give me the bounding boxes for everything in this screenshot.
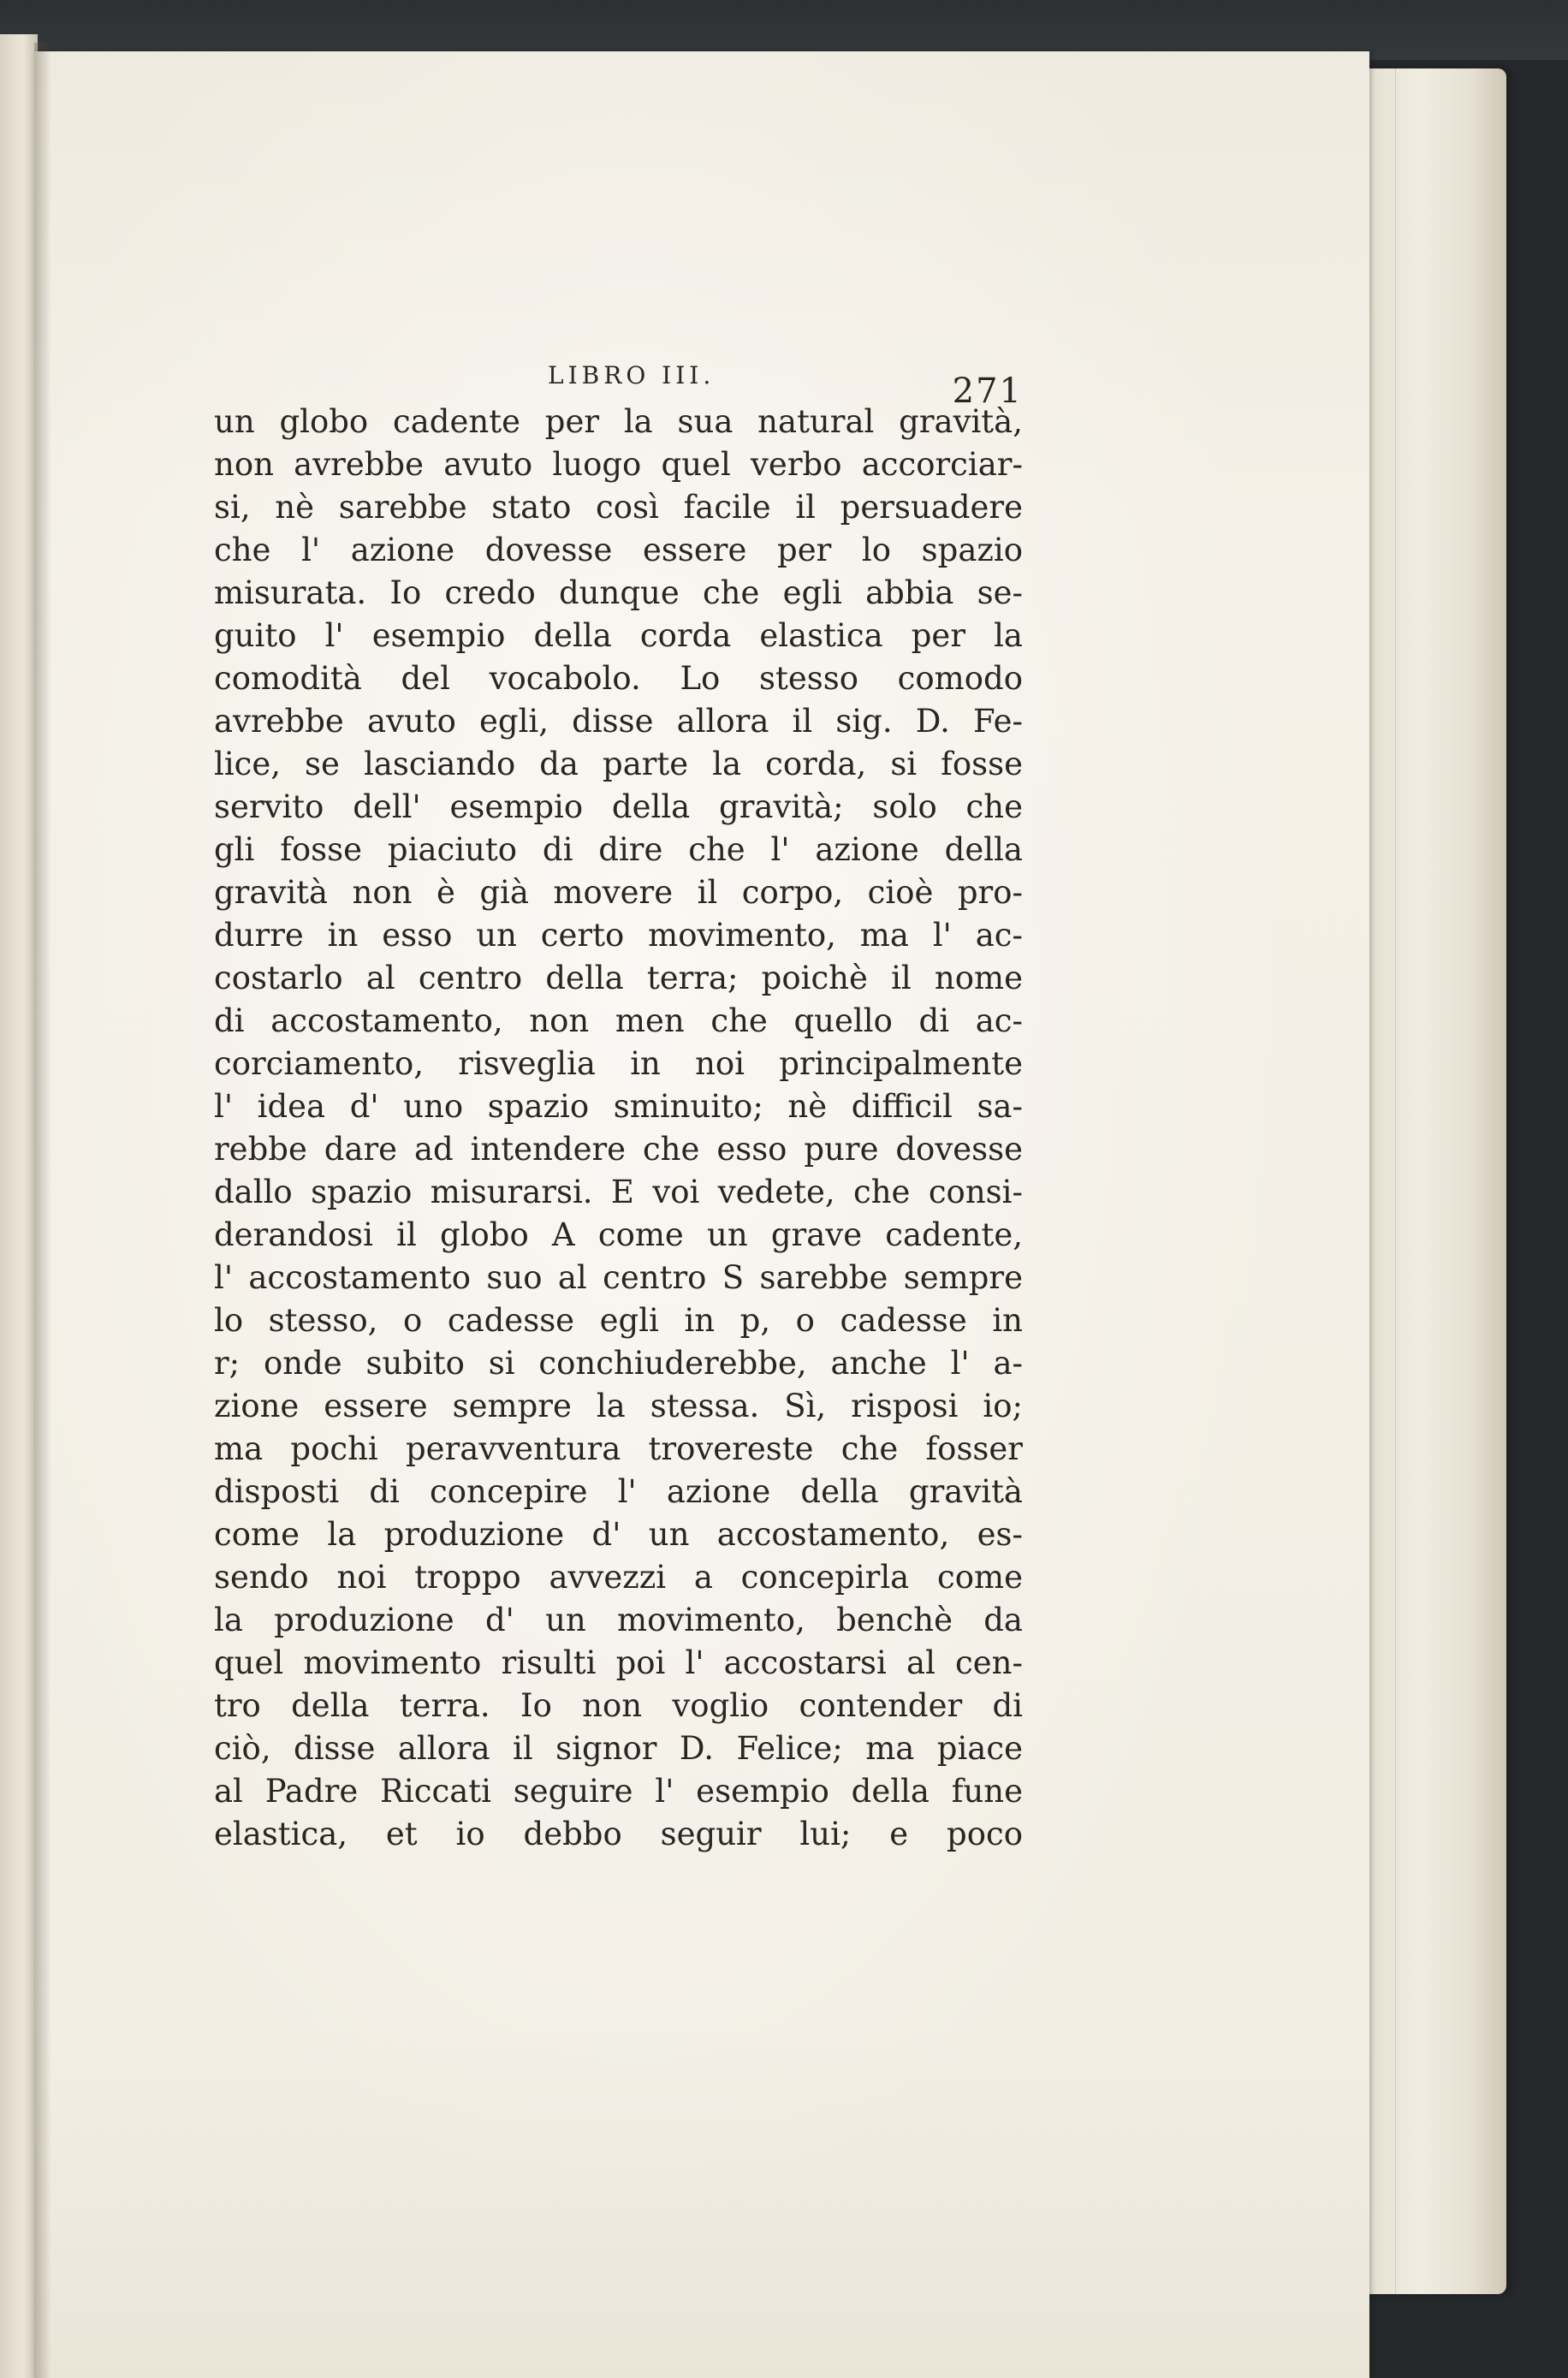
text-line-3: si, nè sarebbe stato così facile il persuadere bbox=[214, 489, 1023, 526]
text-line-28: sendo noi troppo avvezzi a concepirla come bbox=[214, 1559, 1023, 1596]
text-line-19: dallo spazio misurarsi. E voi vedete, che consi- bbox=[214, 1174, 1023, 1210]
text-line-20: derandosi il globo A come un grave cadente, bbox=[214, 1216, 1023, 1253]
text-line-22: lo stesso, o cadesse egli in p, o cadesse in bbox=[214, 1302, 1023, 1339]
text-line-29: la produzione d' un movimento, benchè da bbox=[214, 1602, 1023, 1638]
text-line-11: gli fosse piaciuto di dire che l' azione della bbox=[214, 831, 1023, 868]
text-line-1: un globo cadente per la sua natural gravità, bbox=[214, 403, 1023, 440]
text-line-5: misurata. Io credo dunque che egli abbia se- bbox=[214, 574, 1023, 611]
body-text bbox=[214, 401, 1023, 1856]
text-line-12: gravità non è già movere il corpo, cioè pro- bbox=[214, 874, 1023, 911]
gutter-shadow bbox=[34, 43, 51, 2378]
text-line-30: quel movimento risulti poi l' accostarsi al cen- bbox=[214, 1644, 1023, 1681]
text-line-24: zione essere sempre la stessa. Sì, risposi io; bbox=[214, 1388, 1023, 1424]
text-line-17: l' idea d' uno spazio sminuito; nè difficil sa- bbox=[214, 1088, 1023, 1125]
text-line-23: r; onde subito si conchiuderebbe, anche l' a- bbox=[214, 1345, 1023, 1382]
text-line-27: come la produzione d' un accostamento, es- bbox=[214, 1516, 1023, 1553]
text-line-15: di accostamento, non men che quello di ac- bbox=[214, 1002, 1023, 1039]
text-line-34: elastica, et io debbo seguir lui; e poco bbox=[214, 1816, 1023, 1852]
text-line-4: che l' azione dovesse essere per lo spazio bbox=[214, 532, 1023, 568]
text-line-13: durre in esso un certo movimento, ma l' ac- bbox=[214, 917, 1023, 954]
text-line-10: servito dell' esempio della gravità; solo che bbox=[214, 788, 1023, 825]
text-line-33: al Padre Riccati seguire l' esempio della fune bbox=[214, 1773, 1023, 1810]
text-line-14: costarlo al centro della terra; poichè il nome bbox=[214, 960, 1023, 996]
text-line-2: non avrebbe avuto luogo quel verbo accorciar- bbox=[214, 446, 1023, 483]
text-line-26: disposti di concepire l' azione della gravità bbox=[214, 1473, 1023, 1510]
text-line-18: rebbe dare ad intendere che esso pure dovesse bbox=[214, 1131, 1023, 1168]
page-stack-edges bbox=[1361, 68, 1506, 2294]
text-line-31: tro della terra. Io non voglio contender di bbox=[214, 1687, 1023, 1724]
running-title: LIBRO III. bbox=[548, 361, 716, 389]
text-line-8: avrebbe avuto egli, disse allora il sig. D. Fe- bbox=[214, 703, 1023, 740]
book-page bbox=[34, 51, 1369, 2378]
text-line-6: guito l' esempio della corda elastica per la bbox=[214, 617, 1023, 654]
facing-page-edge bbox=[0, 34, 38, 2378]
text-line-7: comodità del vocabolo. Lo stesso comodo bbox=[214, 660, 1023, 697]
page-number: 271 bbox=[952, 372, 1023, 411]
text-line-32: ciò, disse allora il signor D. Felice; ma piace bbox=[214, 1730, 1023, 1767]
text-line-9: lice, se lasciando da parte la corda, si fosse bbox=[214, 746, 1023, 782]
text-line-21: l' accostamento suo al centro S sarebbe sempre bbox=[214, 1259, 1023, 1296]
text-line-25: ma pochi peravventura trovereste che fosser bbox=[214, 1430, 1023, 1467]
text-line-16: corciamento, risveglia in noi principalmente bbox=[214, 1045, 1023, 1082]
